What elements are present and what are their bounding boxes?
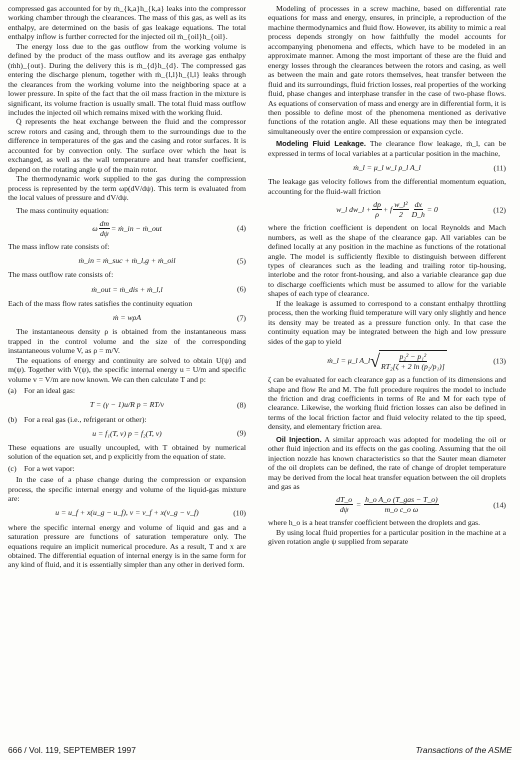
paragraph: where h_o is a heat transfer coefficient between the droplets and gas. [268,518,481,528]
paragraph: where the friction coefficient is dependent on local Reynolds and Mach numbers, as well as the shape of the clearance gap. All variables can be defined locally at any position in the machine as functions of the rotational angle. The model is sufficiently flexible to distinguish between different types of clearances such as the leading and trailing rotor tip-housing, interlobe and the rotor front-housing, and also a variable clearance gap due to discharge coefficients which must be assumed to allow for the variable shapes of each type of clearance. [268,223,506,299]
page-footer [8,745,512,755]
equation-8: T = (γ − 1)u/R p = RT/v (8) [89,400,246,410]
fraction: $\frac{\text{h\_o A\_o (T\_gas − T\_o)}}{\text{m\_o c\_o ω}}$ [365,495,438,515]
fraction: $\frac{dx}{D\_h}$ [411,200,425,220]
paragraph: These equations are usually uncoupled, with T obtained by numerical solution of the equation set, and p explicitly from the equation of state. [8,442,246,462]
equation-6: ṁ_out = ṁ_dis + ṁ_l,l (6) [91,284,246,294]
equation-number: (11) [493,163,506,173]
footer-page-info: 666 / Vol. 119, SEPTEMBER 1997 [8,745,136,755]
paragraph: Each of the mass flow rates satisfies the continuity equation [8,298,193,308]
paragraph: The mass outflow rate consists of: [8,270,114,280]
paragraph: If the leakage is assumed to correspond to a constant enthalpy throttling process, then the working fluid temperature will vary only slightly and hence its density may be treated as a pressure function only. In that case the continuity equation may be integrated between the high and low pressure sides of the gap to yield [268,298,506,346]
square-root [370,350,447,371]
equation-4: ω $\frac{dm}{d\psi}$ = ṁ_in − ṁ_out (4) [92,218,246,238]
list-item: (b) For a real gas (i.e., refrigerant or other): [8,414,147,424]
footer-journal-title: Transactions of the ASME [415,745,512,755]
paragraph: The equations of energy and continuity are solved to obtain U(ψ) and m(ψ). Together with V(ψ), the specific internal energy u = U/m and specific volume v = V/m are now known. We can then calculate T and p: [8,355,246,384]
fraction: $\frac{dT\_o}{d\psi}$ [336,495,353,515]
equation-number: (8) [237,400,246,410]
paragraph: The thermodynamic work supplied to the gas during the compression process is represented by the term ωp(dV/dψ). This term is evaluated from the local values of pressure and dV/dψ. [8,174,246,203]
equation-number: (6) [237,284,246,294]
equation-number: (12) [493,204,506,214]
equation-11: ṁ_l = μ_l w_l ρ_l A_l (11) [353,163,506,173]
equation-number: (10) [233,508,246,518]
paragraph: Modeling Fluid Leakage. The clearance flow leakage, ṁ_l, can be expressed in terms of local variables at a particular position in the machine, [268,139,506,158]
paragraph: Q̇ represents the heat exchange between the fluid and the compressor screw rotors and casing and, through them to the surroundings due to the difference in temperatures of the gas and the casing and rotor surfaces. It is accounted for by convection only. The surface over which the heat is exchanged, as well as the wall temperature and heat transfer coefficient, depend on the rotating angle ψ of the main rotor. [8,117,246,174]
paragraph: The mass inflow rate consists of: [8,241,110,251]
equation-5: ṁ_in = ṁ_suc + ṁ_l,g + ṁ_oil (5) [78,256,246,266]
list-item: (c) For a wet vapor: [8,463,75,473]
paragraph: where the specific internal energy and volume of liquid and gas and a saturation pressure are functions of saturation temperature only. The equations require an implicit numerical procedure. As a result, T and x are obtained. The differential equation of internal energy is in the same form for any kind of fluid, and it is essentially simpler than any other in derived form. [8,522,246,570]
equation-number: (13) [493,355,506,365]
equation-14: $\frac{dT\_o}{d\psi}$ = $\frac{\text{h\_o A\_o (T\_gas − T\_o)}}{\text{m\_o c\_o ω}}$ (14) [336,495,506,515]
paragraph: The leakage gas velocity follows from the differential momentum equation, accounting for the fluid-wall friction [268,177,506,196]
equation-number: (5) [237,256,246,266]
section-heading: Oil Injection. [276,434,322,444]
equation-7: ṁ = wρA (7) [112,313,246,323]
equation-12: w_l dw_l + $\frac{dp}{\rho}$ + f $\frac{\text{w\_l²}}{2}$ $\frac{dx}{D\_h}$ = 0 (12) [336,200,506,220]
equation-number: (9) [237,428,246,438]
right-column [268,4,506,547]
equation-number: (14) [493,500,506,510]
fraction: $\frac{\text{w\_l²}}{2}$ [394,200,408,220]
radical-icon: √ [370,350,380,371]
equation-number: (7) [237,313,246,323]
paragraph: By using local fluid properties for a particular position in the machine at a given rotation angle ψ supplied from separate [268,527,506,547]
left-column [8,4,246,570]
fraction: $\frac{\text{p₂² − p₁²}}{\text{RT₂[ζ + 2 ln (p₂/p₁)]}}$ [381,352,445,372]
paragraph: compressed gas accounted for by ṁ_{k,a}h_{k,a} leaks into the compressor working chamber through the clearances. The mass of this gas, as well as its enthalpy, are determined on the basis of gas leakage equations. The total enthalpy inflow is further corrected for the injected oil ṁ_{oil}h_{oil}. [8,4,246,42]
equation-9: u = f₁(T, v) p = f₂(T, v) (9) [92,428,246,438]
equation-number: (4) [237,223,246,233]
paragraph: The mass continuity equation: [16,205,109,215]
section-heading: Modeling Fluid Leakage. [276,139,366,149]
fraction: $\frac{dm}{d\psi}$ [99,218,110,238]
paragraph: Oil Injection. A similar approach was adopted for modeling the oil or other fluid injection and its effects on the gas cooling. Assuming that the oil injection nozzle has known characteristics so that the Sauter mean diameter of the oil droplets can be defined, the rate of change of droplet temperature may be derived from the local heat transfer equation between the oil droplets and gas as [268,434,506,492]
paragraph: In the case of a phase change during the compression or expansion process, the specific internal energy and volume of the liquid-gas mixture are: [8,475,246,504]
equation-13: ṁ_l = μ_l A_l √ $\frac{\text{p₂² − p₁²}}{\text{RT₂[ζ + 2 ln (p₂/p₁)]}}$ (13) [327,350,506,372]
fraction: $\frac{dp}{\rho}$ [373,200,381,220]
paragraph: The instantaneous density ρ is obtained from the instantaneous mass trapped in the control volume and the size of the corresponding instantaneous volume V, as ρ = m/V. [8,327,246,356]
equation-10: u = u_f + x(u_g − u_f), v = v_f + x(v_g − v_f) (10) [55,508,246,518]
paragraph: Modeling of processes in a screw machine, based on differential rate equations for mass and energy, ensures, in principle, a reproduction of the machine thermodynamics and fluid flow. However, its ability to mimic a real process depends strongly on how faithfully the model accounts for accompanying phenomena and effects, which have to be modeled in an approximate manner. Among the most important of these are the fluid and energy losses through the clearances between the rotors and casing, as well as between the main and gate rotors themselves, heat transfer between the fluid and its surroundings, fluid friction losses, real properties of the working fluid, phase changes and interphase transfer in the case of two-phase flows. As equations of conservation of mass and energy are in differential form, it is then possible to define most of the phenomena mentioned as derivative functions of the rotation angle. All these equations may then be integrated simultaneously over the entire compression or expansion cycle. [268,4,506,136]
paragraph: ζ can be evaluated for each clearance gap as a function of its dimensions and shape and flow Re and M. The full procedure requires the model to include the friction and drag coefficients in terms of Re and M for each type of clearance. Likewise, the working fluid friction losses can also be defined in terms of the local friction factor and fluid velocity related to the tip speed, density, and elementary friction area. [268,375,506,432]
list-item: (a) For an ideal gas: [8,386,76,396]
paragraph: The energy loss due to the gas outflow from the working volume is defined by the product of the mass outflow and its average gas enthalpy (ṁh)_{out}. During the delivery this is ṁ_{d}h_{d}. The compressed gas entering the discharge plenum, together with ṁ_{l,l}h_{l,l} leaks through the clearances from the working volume into the neighboring space at a lower pressure. In spite of the fact that the oil mass fraction in the mixture is significant, its volume fraction is usually small. The total fluid mass outflow includes the injected oil which remains mixed with the working fluid. [8,41,246,117]
